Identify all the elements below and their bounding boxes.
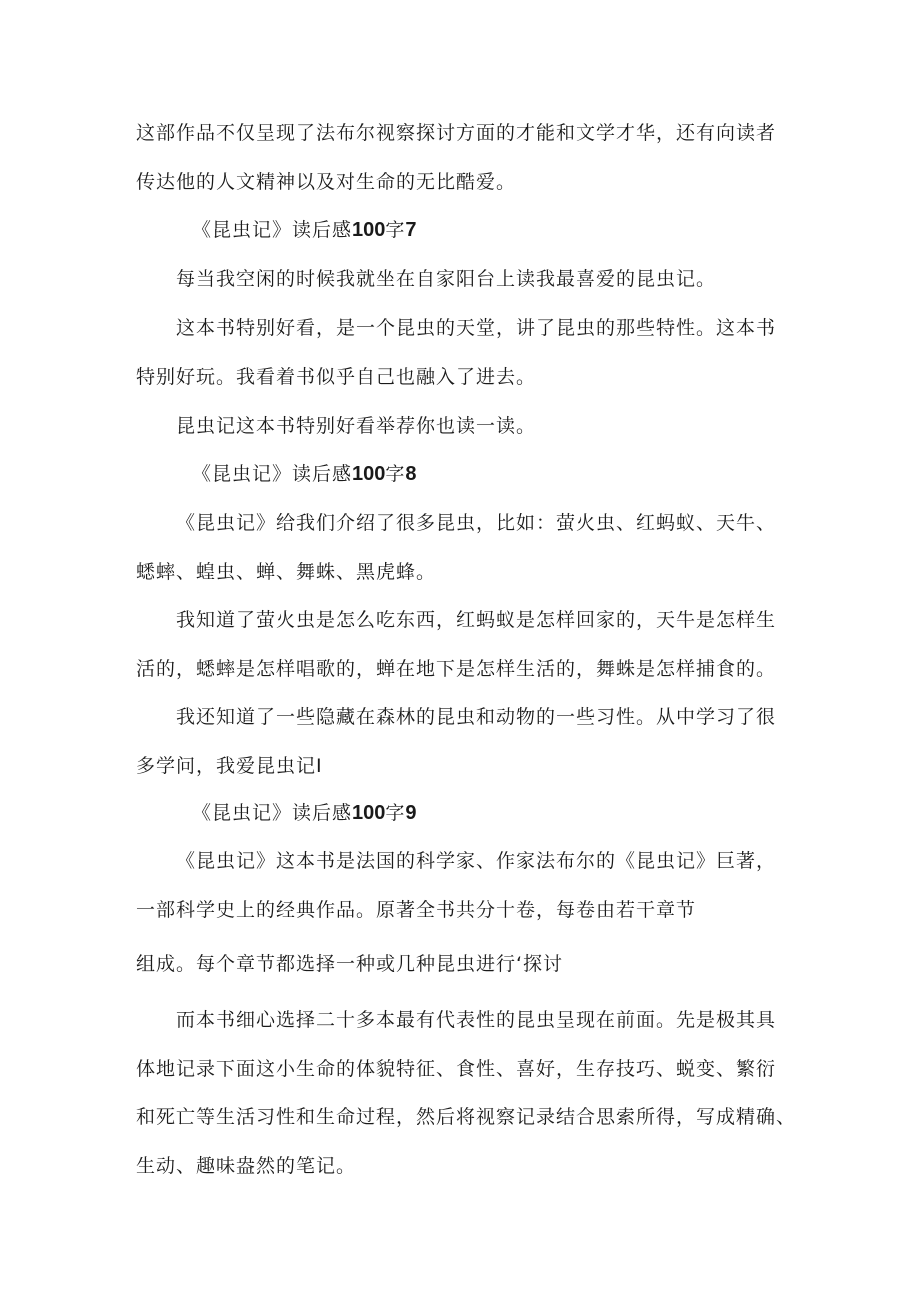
section-9-paragraph-2-line-3: 和死亡等生活习性和生命过程，然后将视察记录结合思索所得，写成精确、 — [136, 1106, 797, 1128]
heading-index: 7 — [405, 219, 417, 241]
heading-number: 100 — [352, 463, 386, 485]
section-7-paragraph-2-line-2: 特别好玩。我看着书似乎自己也融入了进去。 — [136, 366, 537, 388]
heading-number: 100 — [352, 802, 386, 824]
heading-title: 《昆虫记》读后感 — [192, 219, 353, 241]
heading-number: 100 — [352, 219, 386, 241]
heading-unit: 字 — [385, 219, 406, 241]
section-8-paragraph-1-line-1: 《昆虫记》给我们介绍了很多昆虫，比如：萤火虫、红蚂蚁、天牛、 — [176, 512, 777, 534]
section-7-paragraph-3: 昆虫记这本书特别好看举荐你也读一读。 — [176, 415, 537, 437]
section-8-heading — [192, 462, 417, 486]
heading-unit: 字 — [385, 802, 406, 824]
section-9-paragraph-2-line-4: 生动、趣味盎然的笔记。 — [136, 1155, 357, 1177]
section-8-paragraph-1-line-2: 蟋蟀、蝗虫、蝉、舞蛛、黑虎蜂。 — [136, 561, 437, 583]
section-9-paragraph-2-line-1: 而本书细心选择二十多本最有代表性的昆虫呈现在前面。先是极其具 — [176, 1009, 777, 1031]
intro-line-1: 这部作品不仅呈现了法布尔视察探讨方面的才能和文学才华，还有向读者 — [136, 122, 777, 144]
section-9-paragraph-1-line-3: 组成。每个章节都选择一种或几种昆虫进行‘探讨 — [136, 953, 564, 975]
heading-index: 9 — [405, 802, 417, 824]
section-8-paragraph-3-line-2: 多学问，我爱昆虫记I — [136, 755, 323, 777]
section-7-paragraph-2-line-1: 这本书特别好看，是一个昆虫的天堂，讲了昆虫的那些特性。这本书 — [176, 317, 777, 339]
section-8-paragraph-3-line-1: 我还知道了一些隐藏在森林的昆虫和动物的一些习性。从中学习了很 — [176, 706, 777, 728]
section-9-heading — [192, 801, 417, 825]
section-9-paragraph-1-line-1: 《昆虫记》这本书是法国的科学家、作家法布尔的《昆虫记》巨著， — [176, 850, 777, 872]
heading-title: 《昆虫记》读后感 — [192, 802, 353, 824]
section-9-paragraph-1-line-2: 一部科学史上的经典作品。原著全书共分十卷，每卷由若干章节 — [136, 899, 697, 921]
section-8-paragraph-2-line-2: 活的，蟋蟀是怎样唱歌的，蝉在地下是怎样生活的，舞蛛是怎样捕食的。 — [136, 658, 777, 680]
section-7-heading — [192, 218, 417, 242]
section-9-paragraph-2-line-2: 体地记录下面这小生命的体貌特征、食性、喜好，生存技巧、蜕变、繁衍 — [136, 1058, 777, 1080]
heading-unit: 字 — [385, 463, 406, 485]
heading-title: 《昆虫记》读后感 — [192, 463, 353, 485]
section-8-paragraph-2-line-1: 我知道了萤火虫是怎么吃东西，红蚂蚁是怎样回家的，天牛是怎样生 — [176, 609, 777, 631]
heading-index: 8 — [405, 463, 417, 485]
section-7-paragraph-1: 每当我空闲的时候我就坐在自家阳台上读我最喜爱的昆虫记。 — [176, 268, 717, 290]
intro-line-2: 传达他的人文精神以及对生命的无比酷爱。 — [136, 171, 517, 193]
